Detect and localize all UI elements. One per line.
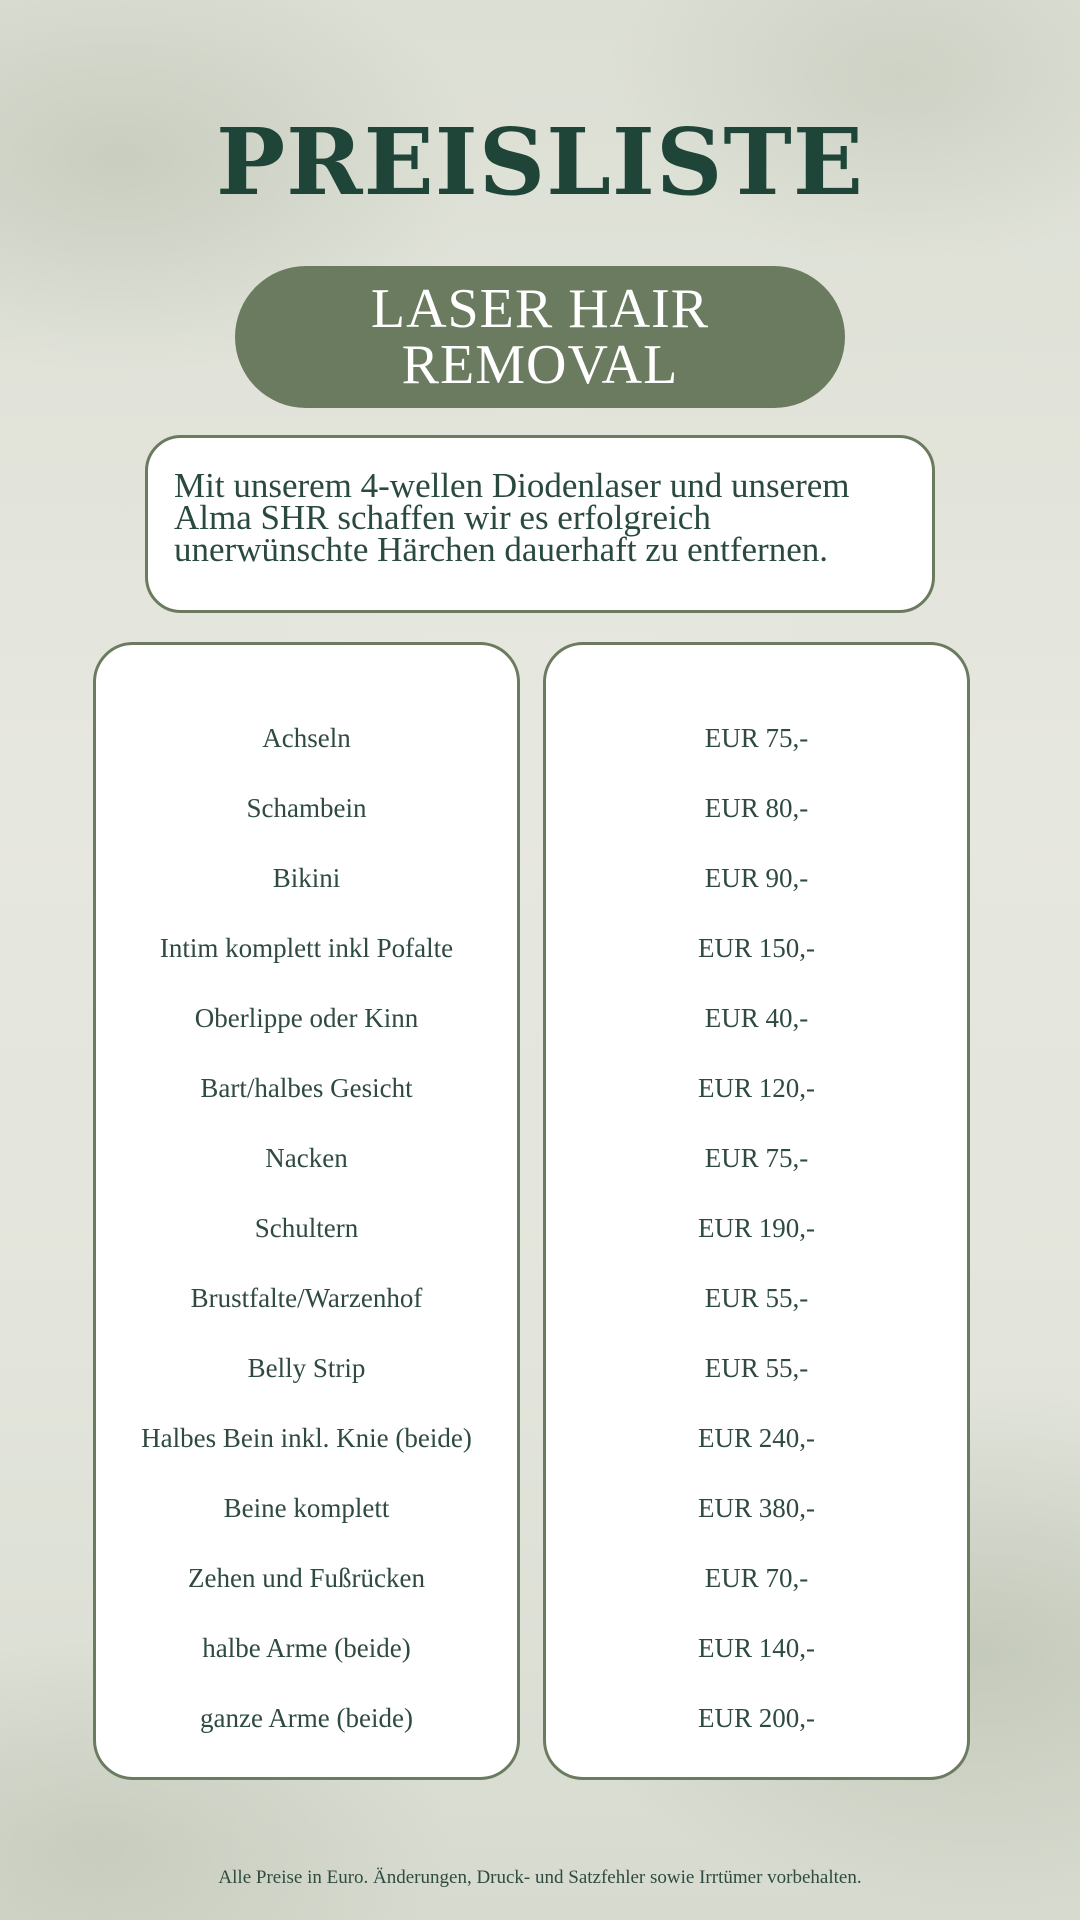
price-value: EUR 40,- [704,1003,809,1033]
page-title: PREISLISTE [216,108,864,216]
price-value: EUR 75,- [704,723,809,753]
treatment-area: Bikini [272,863,341,893]
treatment-area: Halbes Bein inkl. Knie (beide) [141,1423,472,1453]
treatment-area: Belly Strip [247,1353,366,1383]
treatment-area: Bart/halbes Gesicht [200,1073,413,1103]
treatment-area: Brustfalte/Warzenhof [190,1283,423,1313]
treatment-area: halbe Arme (beide) [202,1633,411,1663]
price-value: EUR 200,- [698,1703,815,1733]
treatment-area: Nacken [265,1143,348,1173]
price-value: EUR 70,- [704,1563,809,1593]
treatment-area: Achseln [262,723,351,753]
description-line: Mit unserem 4-wellen Diodenlaser und unserem [174,466,850,505]
description-line: unerwünschte Härchen dauerhaft zu entfernen. [174,530,828,569]
price-value: EUR 75,- [704,1143,809,1173]
treatment-area: Schambein [246,793,367,823]
treatment-area: Intim komplett inkl Pofalte [159,933,454,963]
treatment-area: Schultern [254,1213,359,1243]
treatment-area: Oberlippe oder Kinn [194,1003,419,1033]
service-badge [235,266,845,408]
treatment-area-column [93,642,520,1780]
price-value: EUR 55,- [704,1283,809,1313]
description-line: Alma SHR schaffen wir es erfolgreich [174,498,711,537]
price-value: EUR 240,- [698,1423,815,1453]
service-title-line1: LASER HAIR [370,278,710,340]
price-value: EUR 190,- [698,1213,815,1243]
description-box [145,435,935,613]
disclaimer-footer: Alle Preise in Euro. Änderungen, Druck- und Satzfehler sowie Irrtümer vorbehalten. [218,1867,862,1888]
price-value: EUR 140,- [698,1633,815,1663]
price-value: EUR 55,- [704,1353,809,1383]
price-value: EUR 80,- [704,793,809,823]
treatment-area: Zehen und Fußrücken [188,1563,425,1593]
price-column [543,642,970,1780]
treatment-area: ganze Arme (beide) [200,1703,413,1733]
price-value: EUR 380,- [698,1493,815,1523]
service-title-line2: REMOVAL [401,334,679,396]
price-value: EUR 120,- [698,1073,815,1103]
treatment-area: Beine komplett [223,1493,390,1523]
price-value: EUR 90,- [704,863,809,893]
price-value: EUR 150,- [698,933,815,963]
